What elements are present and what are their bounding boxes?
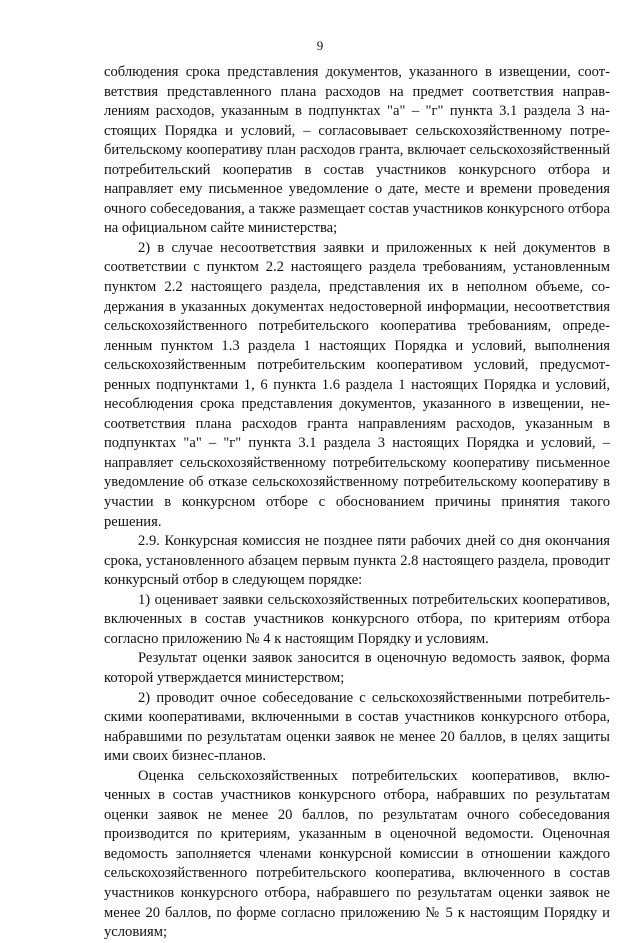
paragraph-subitem-2-refusal: 2) в случае несоответствия заявки и приложенных к ней документов в соответствии с пунктом 2.2 настоящего раздела требованиям, установленным пунктом 2.2 настоящего раздела, представления их в неполном объеме, содержания в указанных документах недостоверной информации, несоответствия сельскохозяйственного потребительского кооператива требованиям, определенным пунктом 1.3 раздела 1 настоящих Порядка и условий, выполнения сельскохозяйственным потребительским кооперативом условий, предусмотренных подпунктами 1, 6 пункта 1.6 раздела 1 настоящих Порядка и условий, несоблюдения срока представления документов, указанного в извещении, несоответствия плана расходов гранта направлениям расходов, указанным в подпунктах "а" – "г" пункта 3.1 раздела 3 настоящих Порядка и условий, – направляет сельскохозяйственному потребительскому кооперативу письменное уведомление об отказе сельскохозяйственному потребительскому кооперативу в участии в конкурсном отборе с обоснованием причины принятия такого решения.: [104, 239, 610, 530]
paragraph-evaluation-result: Результат оценки заявок заносится в оценочную ведомость заявок, форма которой утверждается министерством;: [104, 650, 610, 686]
document-body: [104, 63, 610, 943]
paragraph-subitem-1-evaluation: 1) оценивает заявки сельскохозяйственных потребительских кооперативов, включенных в состав участников конкурсного отбора, по критериям отбора согласно приложению № 4 к настоящим Порядку и условиям.: [104, 591, 610, 647]
paragraph-interview-evaluation: Оценка сельскохозяйственных потребительских кооперативов, включенных в состав участников конкурсного отбора, набравших по результатам оценки заявок не менее 20 баллов, по результатам очного собеседования производится по критериям, указанным в оценочной ведомости. Оценочная ведомость заполняется членами конкурсной комиссии в отношении каждого сельскохозяйственного потребительского кооператива, включенного в состав участников конкурсного отбора, набравшего по результатам оценки заявок не менее 20 баллов, по форме согласно приложению № 5 к настоящим Порядку и условиям;: [104, 767, 610, 941]
paragraph-continuation: соблюдения срока представления документов, указанного в извещении, соответствия представленного плана расходов на предмет соответствия направлениям расходов, указанным в подпунктах "а" – "г" пункта 3.1 раздела 3 настоящих Порядка и условий, – согласовывает сельскохозяйственному потребительскому кооперативу план расходов гранта, включает сельскохозяйственный потребительский кооператив в состав участников конкурсного отбора и направляет ему письменное уведомление о дате, месте и времени проведения очного собеседования, а также размещает состав участников конкурсного отбора на официальном сайте министерства;: [104, 64, 610, 237]
paragraph-2-9-commission: 2.9. Конкурсная комиссия не позднее пяти рабочих дней со дня окончания срока, установленного абзацем первым пункта 2.8 настоящего раздела, проводит конкурсный отбор в следующем порядке:: [104, 533, 610, 589]
paragraph-subitem-2-interview: 2) проводит очное собеседование с сельскохозяйственными потребительскими кооперативами, включенными в состав участников конкурсного отбора, набравшими по результатам оценки заявок не менее 20 баллов, в целях защиты ими своих бизнес-планов.: [104, 689, 610, 765]
page-number: 9: [316, 38, 324, 53]
